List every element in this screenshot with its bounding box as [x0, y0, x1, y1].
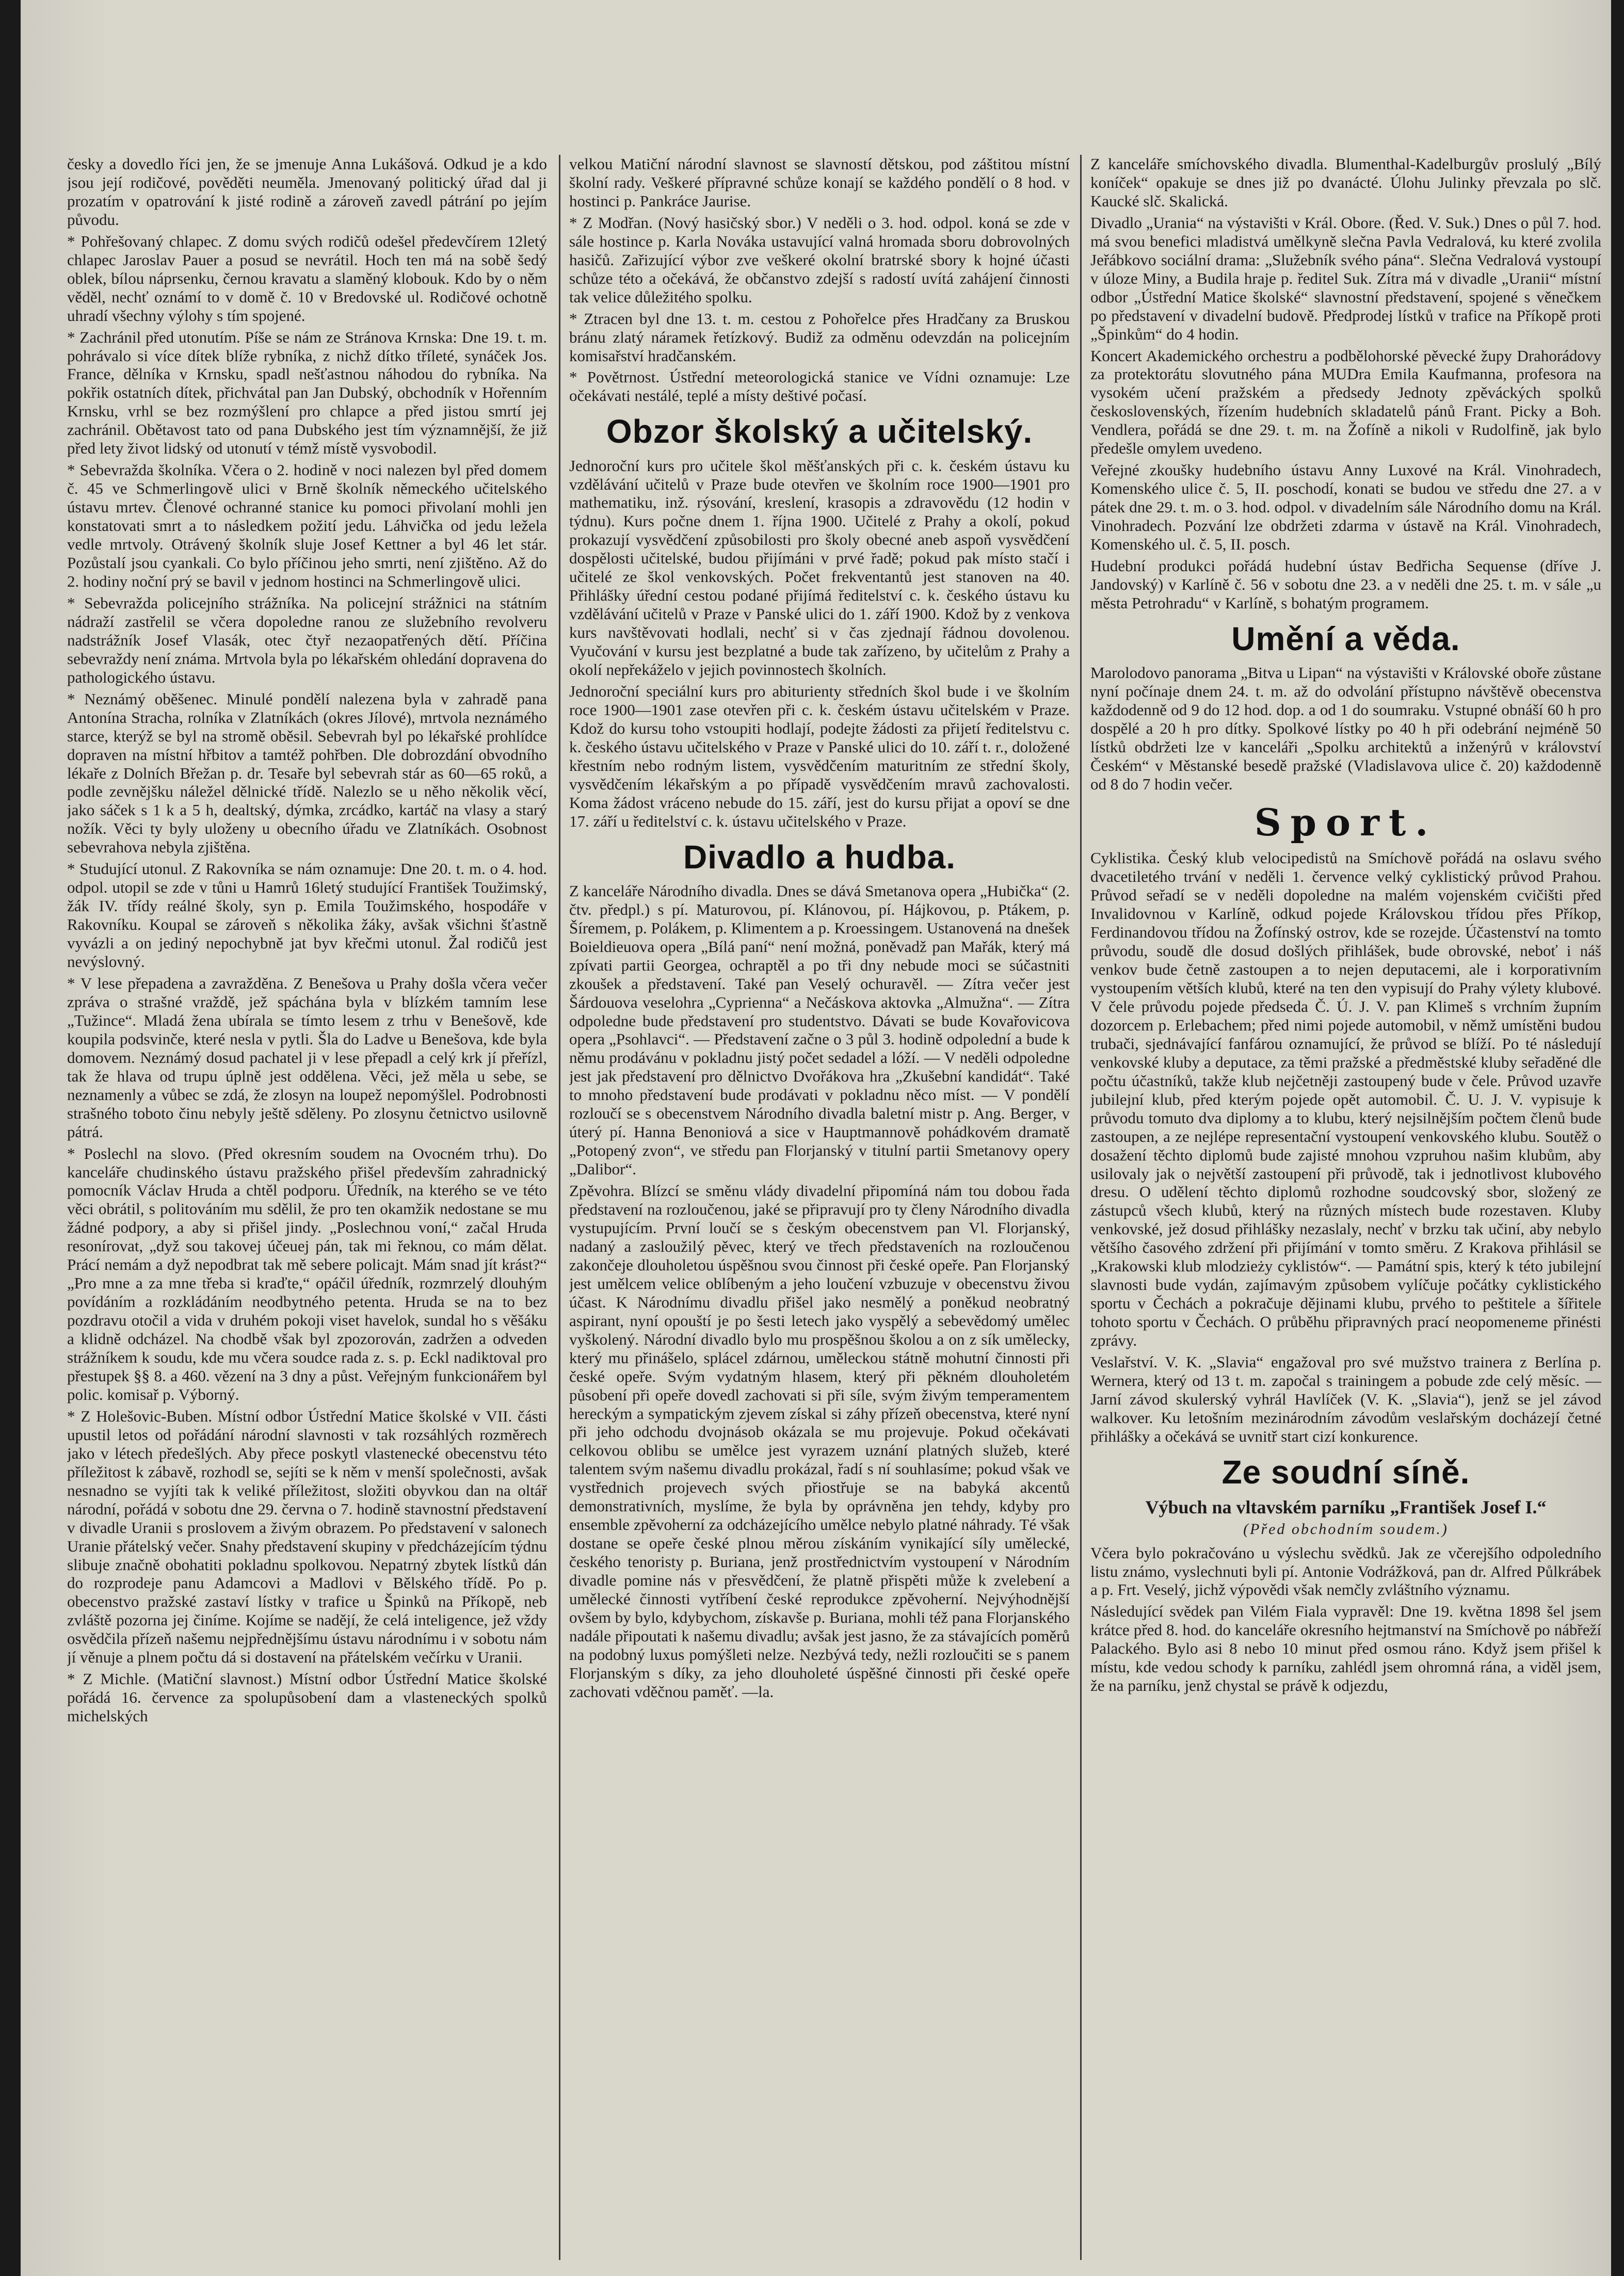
section-heading-school: Obzor školský a učitelský. [606, 413, 1033, 450]
column-left [67, 155, 547, 2260]
article: Z kanceláře smíchovského divadla. Blumenthal-Kadelburgův proslulý „Bílý koníček“ opakuje se dnes již po dvanácté. Úlohu Julinky převzala po slč. Kaucké slč. Skalická. [1090, 155, 1601, 210]
article: Z kanceláře Národního divadla. Dnes se dává Smetanova opera „Hubička“ (2. čtv. předpl.) s pí. Maturovou, pí. Klánovou, pí. Hájkovou, p. Ptákem, p. Šíremem, p. Polákem, p. Klimentem a p. Kroessingem. Ustanovená na dnešek Boieldieuova opera „Bílá paní“ není možná, poněvadž pan Mařák, který má zpívati partii Georgea, ochraptěl a po tři dny nebude moci se súčastniti zkoušek a představení. Také pan Veselý ochuravěl. — Zítra večer jest Šárdouova veselohra „Cyprienna“ a Nečáskova aktovka „Almužna“. — Zítra odpoledne bude představení pro studentstvo. Dávati se bude Kovařovicova opera „Psohlavci“. — Představení začne o 3 půl 3. hodině odpolední a bude k němu prodávánu v pokladnu jistý počet sedadel a lóží. — V neděli odpoledne jest jak představení pro dělnictvo Dvořákova hra „Zkušební kandidát“. Také to mnoho představení bude prodávati v pokladnu něco míst. — V pondělí rozloučí se s obecenstvem Národního divadla baletní mistr p. Ang. Berger, v úterý pí. Hanna Benoniová a sice v Hauptmannově pohádkovém dramatě „Potopený zvon“, ve středu pan Florjanský v titulní partii Smetanovy opery „Dalibor“. [569, 881, 1070, 1179]
article: Veřejné zkoušky hudebního ústavu Anny Luxové na Král. Vinohradech, Komenského ulice č. 5, II. poschodí, konati se budou ve středu dne 27. a v pátek dne 29. t. m. o 3. hod. odpol. v divadelním sále Národního domu na Král. Vinohradech. Pozvání lze obdržeti zdarma v ústavě na Král. Vinohradech, Komenského ul. č. 5, II. posch. [1090, 461, 1601, 554]
article: * Z Michle. (Matiční slavnost.) Místní odbor Ústřední Matice školské pořádá 16. července za spolupůsobení dam a vlasteneckých spolků michelských [67, 1670, 547, 1725]
article: * Zachránil před utonutím. Píše se nám ze Stránova Krnska: Dne 19. t. m. pohrávalo si více dítek blíže rybníka, z nichž dítko tříleté, synáček Jos. France, dělníka v Krnsku, spadl nešťastnou náhodou do rybníka. Na pokřik ostatních dítek, přichvátal pan Jan Dubský, obchodník v Hořenním Krnsku, vrhl se bez rozmýšlení pro chlapce a před jistou smrtí jej zachránil. Obětavost tato od pana Dubského jest tím významnější, že již před lety život lidský od utonutí v témž místě vysvobodil. [67, 328, 547, 458]
article: * Povětrnost. Ústřední meteorologická stanice ve Vídni oznamuje: Lze očekávati nestálé, teplé a místy deštivé počasí. [569, 368, 1070, 405]
article: Hudební produkci pořádá hudební ústav Bedřicha Sequense (dříve J. Jandovský) v Karlíně č. 56 v sobotu dne 23. a v neděli dne 25. t. m. v sále „u města Petrohradu“ v Karlíně, s bohatým programem. [1090, 557, 1601, 612]
column-right [1090, 155, 1601, 2260]
article: * Ztracen byl dne 13. t. m. cestou z Pohořelce přes Hradčany za Bruskou bránu zlatý náramek řetízkový. Budiž za odměnu odevzdán na policejním komisařství hradčanském. [569, 309, 1070, 365]
court-note: (Před obchodním soudem.) [1243, 1520, 1449, 1538]
article: * Z Modřan. (Nový hasičský sbor.) V neděli o 3. hod. odpol. koná se zde v sále hostince p. Karla Nováka ustavující valná hromada sboru dobrovolných hasičů. Zařizující výbor zve veškeré okolní bratrské sbory k hojné účasti schůze této a očekává, že občanstvo zdejší s radostí uvítá zahájení činnosti tak velice důležitého spolku. [569, 213, 1070, 306]
article: Následující svědek pan Vilém Fiala vypravěl: Dne 19. května 1898 šel jsem krátce před 8. hod. do kanceláře okresního hejtmanství na Smíchově po nábřeží Palackého. Bylo asi 8 nebo 10 minut před osmou ráno. Když jsem přišel k místu, kde vedou schody k parníku, zahlédl jsem ohromná rána, a viděl jsem, že na parníku, jenž chystal se právě k odjezdu, [1090, 1602, 1601, 1695]
article: * Poslechl na slovo. (Před okresním soudem na Ovocném trhu). Do kanceláře chudinského ústavu pražského přišel především zahradnický pomocník Václav Hruda a chtěl podporu. Úředník, na kterého se ve této věci obrátil, s politováním mu sdělil, že pro ten okamžik nedostane se mu žádné podpory, a aby si přišel jindy. „Poslechnou voní,“ začal Hruda resonírovat, „dyž sou takovej účeuej pán, tak mi řeknou, co mám dělat. Prácí nemám a dyž nepodbrat tak mě sebere policajt. Mám snad jít krást?“ „Pro mne a za mne třeba si kraďte,“ opáčil úředník, rozmrzelý dlouhým povídáním a rozkládáním neodbytného petenta. Hruda se na to bez pozdravu otočil a vida v druhém pokoji viset havelok, sundal ho s věšáku a klidně odcházel. Na chodbě však byl zpozorován, zadržen a odveden strážníkem k soudu, kde mu včera soudce rada z. s. p. Eckl nadiktoval pro přestupek §§ 8. a 460. vězení na 3 dny a půst. Veřejným funkcionářem byl polic. komisař p. Výborný. [67, 1144, 547, 1403]
column-rule [559, 155, 560, 2260]
section-heading-theatre: Divadlo a hudba. [683, 838, 956, 876]
article: česky a dovedlo říci jen, že se jmenuje Anna Lukášová. Odkud je a kdo jsou její rodičové, pověděti neuměla. Jmenovaný politický úřad dal ji prozatím v opatrování k jisté rodině a zároveň zavedl pátrání po jejím původu. [67, 155, 547, 229]
article: Cyklistika. Český klub velocipedistů na Smíchově pořádá na oslavu svého dvacetiletého trvání v neděli 1. července velký cyklistický průvod Prahou. Průvod seřadí se v neděli dopoledne na malém vojenském cvičišti před Invalidovnou v Karlíně, odkud pojede Královskou třídou přes Příkop, Ferdinandovou třídou na Žofínský ostrov, kde se rozejde. Účastenství na tomto průvodu, soudě dle dosud došlých přihlášek, bude obrovské, neboť i náš venkov bude četně zastoupen a to nejen deputacemi, ale i korporativním vystoupením větších klubů, které na ten den vypisují do Prahy výlety klubové. V čele průvodu pojede předseda Č. Ú. J. V. pan Klimeš s vrchním župním dozorcem p. Erlebachem; před nimi pojede automobil, v němž umístěni budou trubači, sjednávající fanfárou oznamující, že průvod se blíží. Po té následují venkovské kluby a deputace, za těmi pražské a předměstské kluby seřaděné dle počtu účastníků, takže klub nejčetněji zastoupený bude v čele. Průvod uzavře jubilejní klub, před kterým pojede opět automobil. Č. U. J. V. vypisuje k průvodu tomuto dva diplomy a to klubu, který nejsilnějším počtem členů bude zastoupen, a ze nejlépe representační vystoupení venkovského klubu. Soutěž o dosažení těchto diplomů bude zajisté mnohou vzpruhou našim klubům, aby usilovaly jak o největší zastoupení při průvodě, tak i jednotlivost klubového dresu. O udělení těchto diplomů rozhodne soudcovský sbor, složený ze zástupců všech klubů, který na různých místech bude rozestaven. Kluby venkovské, jež dosud přihlášky nezaslaly, nechť v brzku tak učiní, aby nebylo většího časového zdržení při přijímání v tomto směru. Z Krakova přihlásil se „Krakowski klub mlodzieży cyklistów“. — Památní spis, který k této jubilejní slavnosti bude vydán, zajímavým způsobem vylíčuje počátky cyklistického sportu v Čechách a pokračuje dějinami klubu, prvého to peštitele a šířitele tohoto sportu v Čechách. O průběhu připravných prací neopomeneme přinésti zprávy. [1090, 849, 1601, 1350]
article: Veslařství. V. K. „Slavia“ engažoval pro své mužstvo trainera z Berlína p. Wernera, který od 13 t. m. započal s trainingem a pobude zde celý měsíc. — Jarní závod skulerský vyhrál Havlíček (V. K. „Slavia“), jenž se jel závod walkover. Ku letošním mezinárodním závodům veslařským docházejí četné přihlášky a očekává se uvnitř start cizí konkurence. [1090, 1353, 1601, 1445]
section-heading-arts: Umění a věda. [1231, 620, 1460, 657]
article: * Pohřešovaný chlapec. Z domu svých rodičů odešel předevčírem 12letý chlapec Jaroslav Pauer a posud se nevrátil. Hoch ten má na sobě šedý oblek, bílou náprsenku, černou kravatu a slaměný klobouk. Kdo by o něm věděl, nechť oznámí to v domě č. 10 v Bredovské ul. Rodičové ochotně uhradí všechny výlohy s tím spojené. [67, 232, 547, 325]
section-heading-sport: Sport. [1254, 800, 1438, 844]
column-middle [569, 155, 1070, 2260]
article: * Sebevražda školníka. Včera o 2. hodině v noci nalezen byl před domem č. 45 ve Schmerlingově ulici v Brně školník německého učitelského ústavu mrtev. Členové ochranné stanice ku pomoci přivolaní mohli jen konstatovati smrt a to následkem požití jedu. Láhvička od jedu ležela vedle mrtvoly. Otrávený školník sluje Josef Kettner a byl 46 let stár. Pozůstalí jsou cyankali. Co bylo příčinou jeho smrti, není zjištěno. Až do 2. hodiny noční prý se bavil v jednom hostinci na Schmerlingově ulici. [67, 461, 547, 590]
article: Divadlo „Urania“ na výstavišti v Král. Obore. (Řed. V. Suk.) Dnes o půl 7. hod. má svou benefici mladistvá umělkyně slečna Pavla Vedralová, ku které zvolila Jeřábkovo sociální drama: „Služebník svého pána“. Slečna Vedralová vystoupí v úloze Miny, a Budila hraje p. ředitel Suk. Zítra má v divadle „Uranii“ místní odbor „Ústřední Matice školské“ slavnostní představení, spojené s věnečkem po představení v divadelní budově. Předprodej lístků v trafice na Příkopě proti „Špinkům“ do 4 hodin. [1090, 213, 1601, 343]
article: velkou Matiční národní slavnost se slavností dětskou, pod záštitou místní školní rady. Veškeré přípravné schůze konají se každého pondělí o 8 hod. v hostinci p. Pankráce Jaurise. [569, 155, 1070, 210]
article: Jednoroční kurs pro učitele škol měšťanských při c. k. českém ústavu ku vzdělávání učitelů v Praze bude otevřen ve školním roce 1900—1901 pro mathematiku, inž. rýsování, kreslení, krasopis a zdravovědu (12 hodin v týdnu). Kurs počne dnem 1. října 1900. Učitelé z Prahy a okolí, pokud prokazují vysvědčení způsobilosti pro školy obecné aneb aspoň vysvědčení dospělosti učitelské, budou přijímáni v prvé řadě; pokud pak místo stačí i učitelé ze škol venkovských. Počet frekventantů jest stanoven na 40. Přihlášky úřední cestou podané přijímá ředitelství c. k. českého ústavu ku vzdělávání učitelů v Praze v Panské ulici do 1. září 1900. Kdož by z venkova kurs navštěvovati hodlali, nechť si v čas zjednají řádnou dovolenou. Vyučování v kursu jest bezplatné a bude tak zařízeno, by učitelům z Prahy a okolí nepřekáželo v jejich povinnostech školních. [569, 456, 1070, 679]
article: * Z Holešovic-Buben. Místní odbor Ústřední Matice školské v VII. části upustil letos od pořádání národní slavnosti v tak rozsáhlých rozměrech jako v létech předešlých. Aby přece poskytl vlastenecké obecenstvu této příležitost k zábavě, rozhodl se, sejíti se k něm v menší společnosti, avšak nesnadno se vyjíti tak k veliké příležitost, složiti obyvkou dan na oltář národní, pořádá v sobotu dne 29. června o 7. hodině stavnostní představení v divadle Uranii s proslovem a živým obrazem. Po představení v salonech Uranie přátelský večer. Snahy představení skupiny v předcházejícím týdnu slibuje značně obohatiti pokladnu spolkovou. Nepatrný zbytek lístků dán do rozprodeje panu Adamcovi a Madlovi v Bělského třídě. Po p. obecenstvo pražské zastaví lístky v trafice u Špinků na Příkopě, neb zvláště pozorna jej činíme. Kojíme se nadějí, že celá inteligence, jež vždy osvědčila přízeň našemu nejpřednějšímu ústavu národnímu i v sobotu nám jí věnuje a plnem počtu dá si dostavení na přátelském večírku v Uranii. [67, 1407, 547, 1667]
article: Marolodovo panorama „Bitva u Lipan“ na výstavišti v Královské oboře zůstane nyní počínaje dnem 24. t. m. až do odvolání přístupno návštěvě obecenstva každodenně od 9 do 12 hod. dop. a od 1 do soumraku. Vstupné obnáší 60 h pro dospělé a 20 h pro dítky. Spolkové lístky po 40 h při odebrání nejméně 50 lístků obdržeti lze v kanceláři „Spolku architektů a inženýrů v království Českém“ v Městanské besedě pražské (Vladislavova ulice č. 20) každodenně od 8 do 7 hodin večer. [1090, 664, 1601, 793]
article: Včera bylo pokračováno u výslechu svědků. Jak ze včerejšího odpoledního listu známo, vyslechnuti byli pí. Antonie Vodrážková, pan dr. Alfred Půlkrábek a p. Frt. Veselý, jichž výpovědi však nemčly zvláštního významu. [1090, 1543, 1601, 1599]
section-heading-court: Ze soudní síně. [1221, 1453, 1470, 1491]
article: * Studující utonul. Z Rakovníka se nám oznamuje: Dne 20. t. m. o 4. hod. odpol. utopil se zde v tůni u Hamrů 16letý studující František Toužimský, žák IV. třídy reálné školy, syn p. Emila Toužimského, hospodáře v Rakovníku. Koupal se zároveň s několika žáky, avšak všichni šťastně vyvázli a on jediný nepochybně jat byv křečmi utonul. Žal rodičů jest nevýslovný. [67, 860, 547, 971]
article: * Neznámý oběšenec. Minulé pondělí nalezena byla v zahradě pana Antonína Stracha, rolníka v Zlatníkách (okres Jílové), mrtvola neznámého starce, kterýž se byl na stromě oběsil. Sebevrah byl po lékařské prohlídce dopraven na místní hřbitov a tamtéž pohřben. Dle dobrozdání obvodního lékaře z Dolních Břežan p. dr. Tesaře byl sebevrah stár as 60—65 roků, a podle zevnějšku náležel dělnické třídě. Nalezlo se u něho několik věcí, jako sáček s 1 k a 5 h, dealtský, dýmka, zrcádko, kartáč na vlasy a starý nožík. Věci ty byly uloženy u obecního úřadu ve Zlatníkách. Osobnost sebevrahova nebyla zjištěna. [67, 689, 547, 857]
article: * Sebevražda policejního strážníka. Na policejní strážnici na státním nádraží zastřelil se včera dopoledne ranou ze služebního revolveru nadstrážník Josef Vlasák, otec čtyř nezaopatřených dětí. Příčina sebevraždy není známa. Mrtvola byla po lékařském ohledání dopravena do pathologického ústavu. [67, 593, 547, 686]
article: * V lese přepadena a zavražděna. Z Benešova u Prahy došla včera večer zpráva o strašné vraždě, jež spáchána byla v blízkém tamním lese „Tužince“. Mladá žena ubírala se tímto lesem z trhu v Benešově, kde koupila podsvinče, které nesla v pytli. Šla do Ladve u Benešova, kde byla domovem. Neznámý dosud pachatel ji v lese přepadl a celý krk jí přeřízl, tak že hlava od trupu úplně jest oddělena. Věci, jež měla u sebe, se neznamenly a vůbec se zdá, že zlosyn na loupež nepomýšlel. Podrobnosti strašného toboto činu nebyly ještě sděleny. Po zlosynu četnictvo usilovně pátrá. [67, 974, 547, 1141]
column-rule [1080, 155, 1082, 2260]
court-subheading: Výbuch na vltavském parníku „František Josef I.“ [1145, 1497, 1547, 1518]
article: Jednoroční speciální kurs pro abiturienty středních škol bude i ve školním roce 1900—1901 zase otevřen při c. k. českém ústavu učitelském v Praze. Kdož do kursu toho vstoupiti hodlají, podejte žádosti za přijetí ředitelstvu c. k. českého ústavu učitelského v Praze v Panské ulici do 10. září t. r., doložené křestním nebo rodným listem, vysvědčením maturitním ze střední školy, vysvědčením lékařským a po případě vysvědčením mravů zachovalosti. Koma žádost vráceno nebude do 15. září, jest do kursu přijat a opoví se dne 17. září u ředitelství c. k. ústavu učitelského v Praze. [569, 682, 1070, 830]
article: Koncert Akademického orchestru a podbělohorské pěvecké župy Drahorádovy za protektorátu slovutného pána MUDra Emila Kaufmanna, profesora na vysokém učení pražském a předsedy Jednoty zpěváckých spolků československých, řízením hudebních skladatelů pánů Frant. Picky a Boh. Vendlera, pořádá se dne 29. t. m. na Žofíně a nikoli v Rudolfině, jak bylo předešle omylem uvedeno. [1090, 346, 1601, 458]
article: Zpěvohra. Blízcí se směnu vlády divadelní připomíná nám tou dobou řada představení na rozloučenou, jaké se připravují pro ty členy Národního divadla vystupujícím. První loučí se s českým obecenstvem pan Vl. Florjanský, nadaný a zasloužilý pěvec, který ve třech představeních na rozloučenou zakončeje dlouholetou úspěšnou svou činnost při české opeře. Pan Florjanský jest umělcem velice oblíbeným a jeho loučení vzbuzuje v obecenstvu živou účast. K Národnímu divadlu přišel jako nesmělý a poněkud neobratný aspirant, nyní opouští je po šesti letech jako vyspělý a sebevědomý umělec vyškolený. Národní divadlo bylo mu prospěšnou školou a on z sík umělecky, který mu přinášelo, splácel zdárnou, uměleckou státně mohutní činnosti při české opeře. Svým vydatným hlasem, který při pěkném dlouholetém působení při opeře dovedl zachovati si při síle, svým živým temperamentem hereckým a sympatickým zjevem získal si záhy přízeň obecenstva, které nyní při jeho odchodu dvojnásob okázala se mu projevuje. Pokud očekávati celkovou oblibu se umělce jest vyrazem uznání platných služeb, které talentem svým našemu divadlu prokázal, řadí s ní souhlasíme; pokud však ve vystřednich projevech svých přiostřuje se na babyká akcentů demonstrativních, myslíme, že byla by oprávněna jen tehdy, kdyby pro ensemble zpěvoherní za odcházejícího umělce nebylo platné náhrady. Té však dostane se opeře české plnou měrou získáním vynikající síly umělecké, českého tenoristy p. Buriana, jenž prostřednictvím vystoupení v Národním divadle pomine nás v přesvědčení, že platně přispěti může k zvelebení a umělecké činnosti vytříbení české reprodukce zpěvoherní. Nejvýhodnější ovšem by bylo, kdybychom, získavše p. Buriana, mohli též pana Florjanského nadále připoutati k našemu divadlu; avšak jest jasno, že za stávajících poměrů na podobný luxus pomýšleti nelze. Nezbývá tedy, nežli rozloučiti se s panem Florjanským s díky, za jeho dlouholeté úspěšné činnosti při české opeře zachovati vděčnou paměť. —la. [569, 1182, 1070, 1701]
newspaper-page [21, 0, 1611, 2276]
